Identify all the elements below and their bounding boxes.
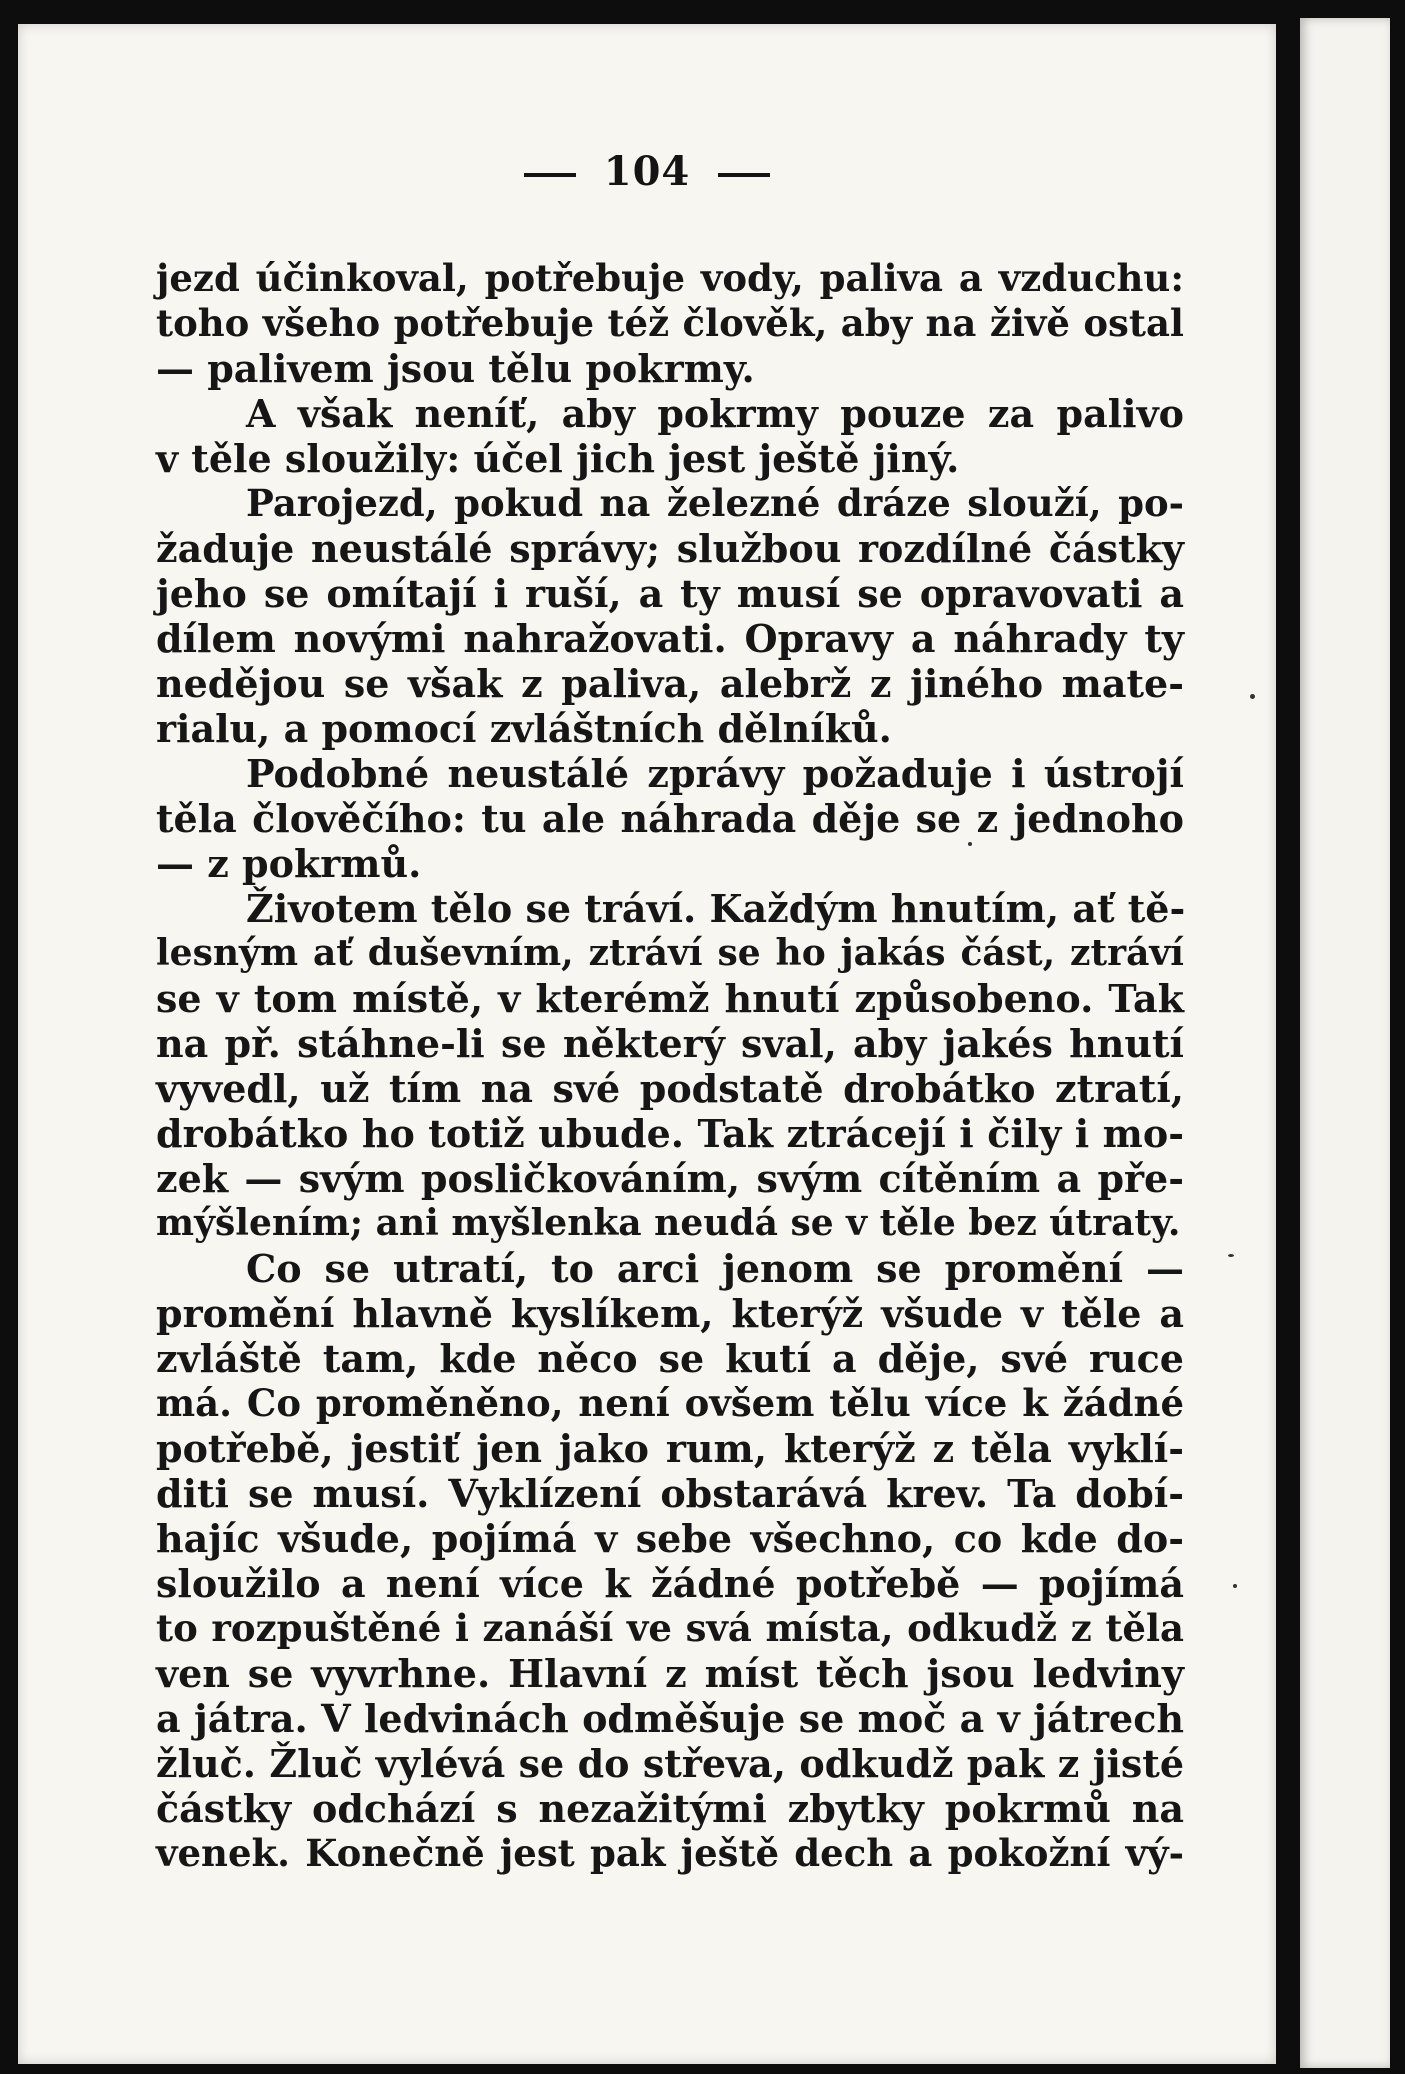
book-page — [18, 24, 1276, 2064]
text-line: sloužilo a není více k žádné potřebě — pojímá — [156, 1561, 1184, 1606]
page-number: 104 — [603, 148, 691, 195]
text-line: promění hlavně kyslíkem, kterýž všude v těle a — [156, 1291, 1184, 1336]
page-header — [18, 148, 1276, 195]
text-line: — palivem jsou tělu pokrmy. — [156, 346, 755, 391]
text-line: nedějou se však z paliva, alebrž z jiného mate- — [156, 661, 1184, 706]
text-line: to rozpuštěné i zanáší ve svá místa, odkudž z těla — [156, 1606, 1184, 1650]
print-speck — [1233, 1584, 1237, 1588]
text-line: žluč. Žluč vylévá se do střeva, odkudž pak z jisté — [156, 1741, 1184, 1786]
text-line: rialu, a pomocí zvláštních dělníků. — [156, 706, 892, 751]
text-line: Co se utratí, to arci jenom se promění — — [246, 1246, 1184, 1291]
header-dash-left — [524, 173, 576, 177]
text-line: dílem novými nahražovati. Opravy a náhrady ty — [156, 616, 1184, 661]
text-line: mýšlením; ani myšlenka neudá se v těle bez útraty. — [156, 1202, 1181, 1244]
text-line: Životem tělo se tráví. Každým hnutím, ať tě- — [246, 886, 1186, 931]
text-line: v těle sloužily: účel jich jest ještě jiný. — [156, 436, 960, 481]
text-line: potřebě, jestiť jen jako rum, kterýž z těla vyklí- — [156, 1426, 1184, 1471]
text-line: — z pokrmů. — [156, 841, 422, 886]
text-line: drobátko ho totiž ubude. Tak ztrácejí i čily i mo- — [156, 1111, 1184, 1156]
body-text — [156, 256, 1184, 1876]
text-line: ven se vyvrhne. Hlavní z míst těch jsou ledviny — [156, 1651, 1184, 1696]
text-line: těla člověčího: tu ale náhrada děje se z jednoho — [156, 796, 1184, 841]
text-line: A však neníť, aby pokrmy pouze za palivo — [246, 391, 1184, 436]
text-line: zvláště tam, kde něco se kutí a děje, své ruce — [156, 1336, 1184, 1381]
text-line: venek. Konečně jest pak ještě dech a pokožní vý- — [156, 1831, 1184, 1875]
text-line: jeho se omítají i ruší, a ty musí se opravovati a — [156, 571, 1184, 616]
facing-page-edge — [1300, 18, 1390, 2068]
text-line: toho všeho potřebuje též člověk, aby na živě ostal — [156, 301, 1184, 345]
text-line: jezd účinkoval, potřebuje vody, paliva a vzduchu: — [156, 256, 1184, 300]
text-line: Parojezd, pokud na železné dráze slouží, po- — [246, 481, 1184, 525]
text-line: hajíc všude, pojímá v sebe všechno, co kde do- — [156, 1516, 1184, 1561]
header-dash-right — [718, 173, 770, 177]
text-line: Podobné neustálé zprávy požaduje i ústrojí — [246, 751, 1184, 796]
text-line: se v tom místě, v kterémž hnutí způsobeno. Tak — [156, 976, 1184, 1021]
text-line: diti se musí. Vyklízení obstarává krev. Ta dobí- — [156, 1471, 1184, 1516]
text-line: částky odchází s nezažitými zbytky pokrmů na — [156, 1786, 1184, 1831]
text-line: a játra. V ledvinách odměšuje se moč a v játrech — [156, 1696, 1184, 1741]
print-speck — [968, 842, 972, 846]
text-line: má. Co proměněno, není ovšem tělu více k žádné — [156, 1381, 1184, 1425]
text-line: zek — svým posličkováním, svým cítěním a pře- — [156, 1156, 1184, 1201]
print-speck — [1228, 1254, 1234, 1257]
text-line: lesným ať duševním, ztráví se ho jakás část, ztráví — [156, 932, 1184, 974]
text-line: vyvedl, už tím na své podstatě drobátko ztratí, — [156, 1066, 1184, 1111]
text-line: žaduje neustálé správy; službou rozdílné částky — [156, 526, 1184, 571]
print-speck — [1250, 694, 1255, 699]
text-line: na př. stáhne-li se některý sval, aby jakés hnutí — [156, 1021, 1184, 1066]
